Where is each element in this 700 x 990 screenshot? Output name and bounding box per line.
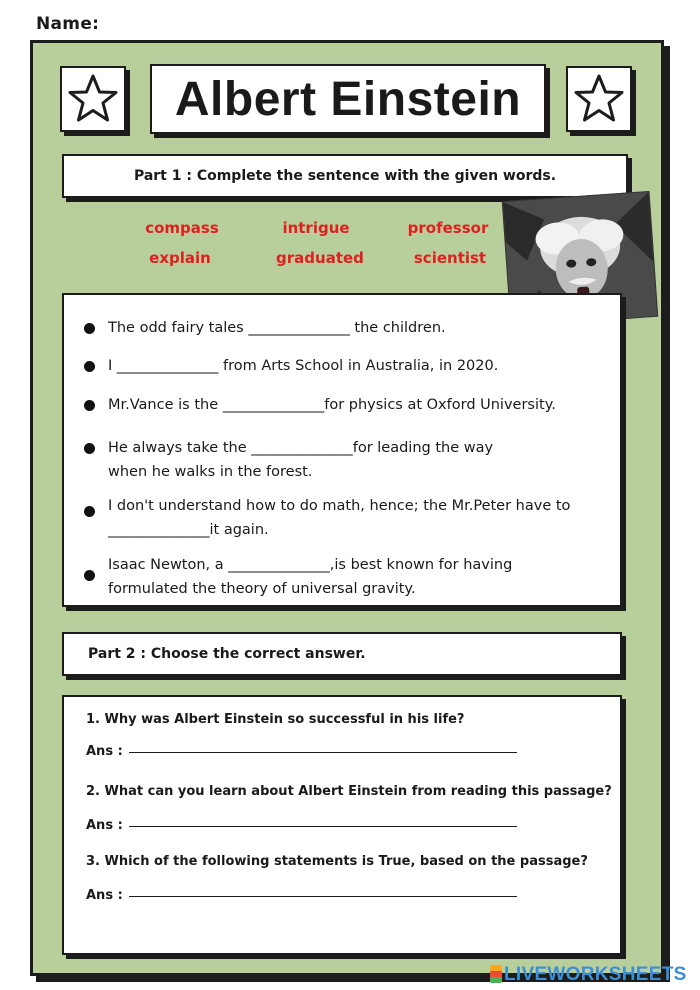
logo-mark-icon [490, 965, 502, 983]
sentence-line: when he walks in the forest. [108, 464, 313, 480]
sentence-line: ______________it again. [108, 522, 269, 538]
sentence-line: I ______________ from Arts School in Australia, in 2020. [108, 358, 499, 374]
part2-heading-box [62, 632, 622, 676]
answer-label: Ans : [86, 818, 123, 833]
answer-row [86, 818, 517, 833]
sentence-line: formulated the theory of universal gravity. [108, 581, 416, 597]
liveworksheets-logo[interactable] [490, 964, 687, 986]
answer-row [86, 888, 517, 903]
word-bank-item: professor [407, 219, 489, 237]
bullet-icon [84, 400, 95, 411]
answer-label: Ans : [86, 888, 123, 903]
bullet-icon [84, 570, 95, 581]
part1-heading: Part 1 : Complete the sentence with the given words. [133, 168, 557, 184]
answer-line[interactable] [129, 751, 517, 753]
bullet-icon [84, 506, 95, 517]
word-bank-item: compass [145, 219, 219, 237]
title-box [150, 64, 546, 134]
bullet-icon [84, 323, 95, 334]
question-text: 3. Which of the following statements is True, based on the passage? [86, 854, 588, 869]
logo-text: LIVEWORKSHEETS [504, 964, 687, 985]
bullet-icon [84, 443, 95, 454]
sentence-line: He always take the ______________for leading the way [108, 440, 494, 456]
name-label: Name: [36, 14, 100, 34]
answer-row [86, 744, 517, 759]
answer-line[interactable] [129, 895, 517, 897]
word-bank-item: intrigue [282, 219, 350, 237]
right-star-box [566, 66, 632, 132]
sentence-line: I don't understand how to do math, hence; the Mr.Peter have to [108, 498, 571, 514]
star-icon [66, 72, 120, 126]
left-star-box [60, 66, 126, 132]
answer-label: Ans : [86, 744, 123, 759]
part1-heading-box [62, 154, 628, 198]
bullet-icon [84, 361, 95, 372]
word-bank-item: scientist [413, 249, 487, 267]
answer-line[interactable] [129, 825, 517, 827]
page-title: Albert Einstein [174, 72, 522, 126]
question-text: 2. What can you learn about Albert Einstein from reading this passage? [86, 784, 612, 799]
part2-heading: Part 2 : Choose the correct answer. [88, 646, 366, 662]
sentence-line: Mr.Vance is the ______________for physics at Oxford University. [108, 397, 556, 413]
question-text: 1. Why was Albert Einstein so successful in his life? [86, 712, 465, 727]
word-bank-item: graduated [276, 249, 364, 267]
sentence-line: Isaac Newton, a ______________,is best known for having [108, 557, 513, 573]
sentence-line: The odd fairy tales ______________ the children. [108, 320, 446, 336]
star-icon [572, 72, 626, 126]
word-bank-item: explain [149, 249, 211, 267]
